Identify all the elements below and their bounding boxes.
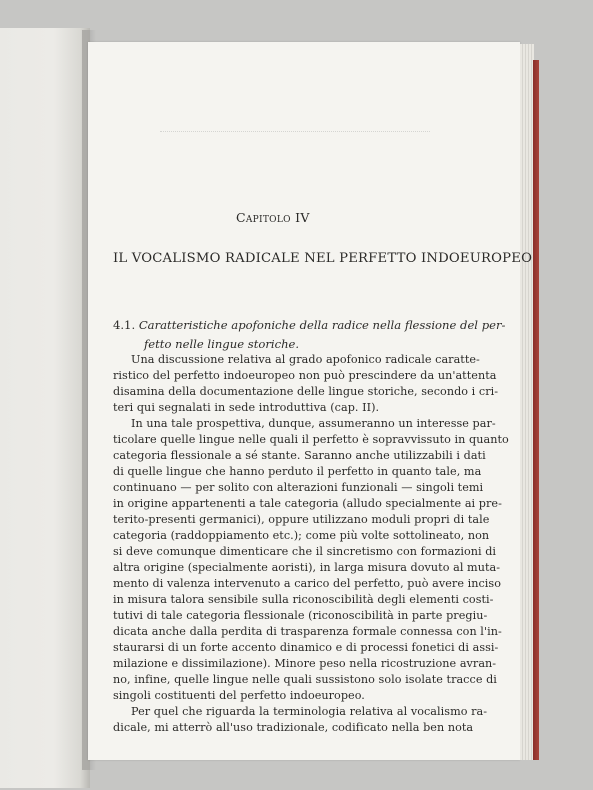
body-line: In una tale prospettiva, dunque, assumeranno un interesse par- — [131, 417, 496, 430]
body-line: milazione e dissimilazione). Minore peso nella ricostruzione avran- — [113, 657, 497, 670]
body-line: in misura talora sensibile sulla riconoscibilità degli elementi costi- — [113, 593, 494, 606]
book-cover-edge — [533, 60, 539, 760]
body-line: terito-presenti germanici), oppure utilizzano moduli propri di tale — [113, 513, 490, 526]
body-line: categoria (raddoppiamento etc.); come più volte sottolineato, non — [113, 529, 490, 542]
section-heading — [113, 318, 505, 332]
body-line: di quelle lingue che hanno perduto il perfetto in quanto tale, ma — [113, 465, 482, 478]
body-line: ticolare quelle lingue nelle quali il perfetto è sopravvissuto in quanto — [113, 433, 509, 446]
body-line: Per quel che riguarda la terminologia relativa al vocalismo ra- — [131, 705, 488, 718]
body-line: mento di valenza intervenuto a carico del perfetto, può avere inciso — [113, 577, 502, 590]
body-line: Una discussione relativa al grado apofonico radicale caratte- — [131, 353, 480, 366]
body-line: continuano — per solito con alterazioni funzionali — singoli temi — [113, 481, 484, 494]
body-line: in origine appartenenti a tale categoria (alludo specialmente ai pre- — [113, 497, 502, 510]
body-line: si deve comunque dimenticare che il sincretismo con formazioni di — [113, 545, 497, 558]
chapter-title: IL VOCALISMO RADICALE NEL PERFETTO INDOEUROPEO — [113, 251, 533, 266]
body-line: singoli costituenti del perfetto indoeuropeo. — [113, 689, 365, 702]
body-line: staurarsi di un forte accento dinamico e di processi fonetici di assi- — [113, 641, 499, 654]
left-page — [0, 28, 90, 788]
body-line: categoria flessionale a sé stante. Saranno anche utilizzabili i dati — [113, 449, 486, 462]
body-line: disamina della documentazione delle lingue storiche, secondo i cri- — [113, 385, 499, 398]
show-through-header — [160, 131, 430, 133]
page-edges — [520, 44, 534, 760]
body-line: no, infine, quelle lingue nelle quali sussistono solo isolate tracce di — [113, 673, 497, 686]
body-line: teri qui segnalati in sede introduttiva (cap. II). — [113, 401, 380, 414]
body-line: ristico del perfetto indoeuropeo non può prescindere da un'attenta — [113, 369, 497, 382]
body-line: dicata anche dalla perdita di trasparenza formale connessa con l'in- — [113, 625, 502, 638]
section-title-line-2: fetto nelle lingue storiche. — [144, 337, 300, 351]
section-number: 4.1. — [113, 318, 136, 332]
body-line: tutivi di tale categoria flessionale (riconoscibilità in parte pregiu- — [113, 609, 488, 622]
body-line: dicale, mi atterrò all'uso tradizionale, codificato nella ben nota — [113, 721, 474, 734]
section-title-line-1: Caratteristiche apofoniche della radice nella flessione del per- — [138, 318, 506, 332]
body-line: altra origine (specialmente aoristi), in larga misura dovuto al muta- — [113, 561, 501, 574]
chapter-label: Capitolo IV — [236, 210, 310, 225]
